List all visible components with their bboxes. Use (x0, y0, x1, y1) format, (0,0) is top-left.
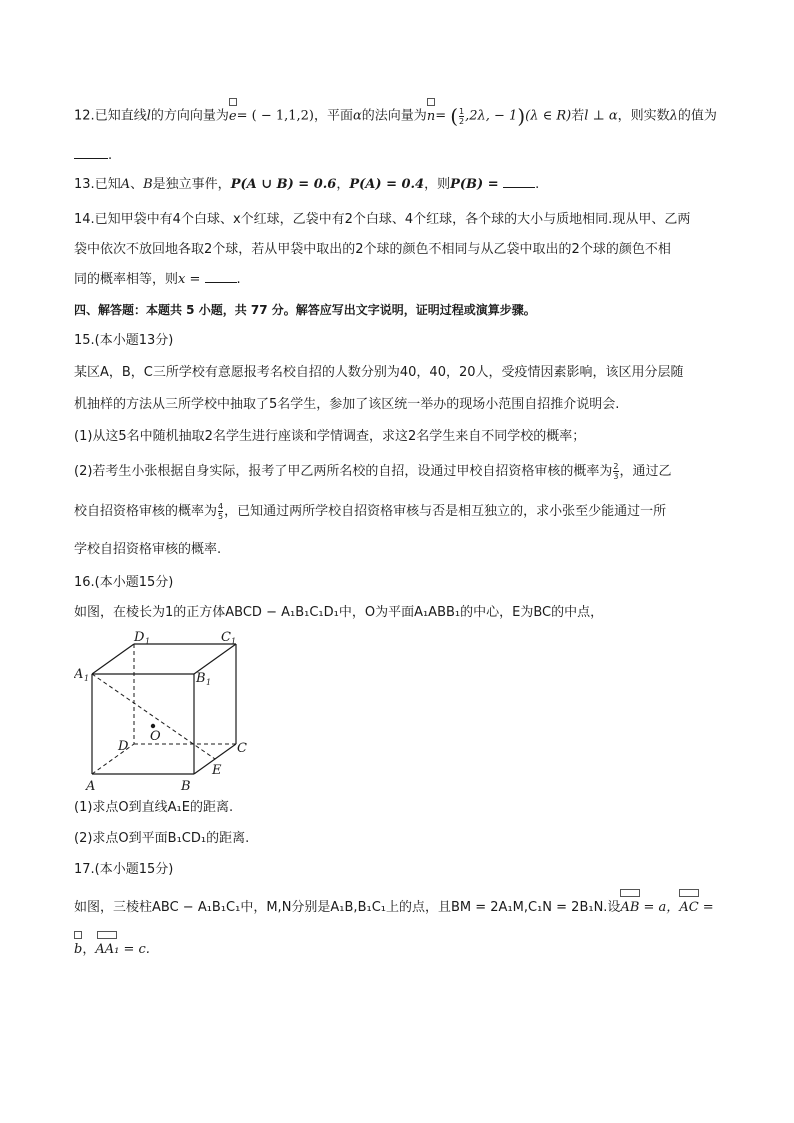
q17-line2: b，AA₁ = c. (74, 940, 754, 960)
label-D: D (118, 739, 129, 754)
label-A1: A (74, 667, 84, 682)
label-E: E (212, 763, 222, 778)
label-D1: D (134, 630, 145, 645)
answer-blank (74, 146, 108, 159)
q14-line2: 袋中依次不放回地各取2个球，若从甲袋中取出的2个球的颜色不相同与从乙袋中取出的2个球的颜色不相 (74, 242, 671, 257)
section-heading: 四、解答题：本题共 5 小题，共 77 分。解答应写出文字说明，证明过程或演算步骤。 (74, 303, 536, 317)
q15-sub2-line3: 学校自招资格审核的概率. (74, 542, 222, 557)
fraction-two-thirds: $\frac{2}{3}$ (613, 462, 619, 481)
q12-line1: 12.已知直线l的方向向量为e= ( − 1,1,2)，平面α的法向量为n= ( $\frac{1}{2}$ ,2λ, − 1)(λ ∈ R)若l ⊥ α，则实数λ的值为 (74, 104, 717, 128)
q16-sub1: (1)求点O到直线A₁E的距离. (74, 800, 234, 815)
q15-para1: 某区A，B，C三所学校有意愿报考名校自招的人数分别为40，40，20人，受疫情因素影响，该区用分层随 (74, 365, 684, 380)
label-C1: C (221, 630, 231, 645)
q16-sub2: (2)求点O到平面B₁CD₁的距离. (74, 831, 250, 846)
svg-text:1: 1 (231, 637, 237, 646)
q15-sub2-line2: 校自招资格审核的概率为 $\frac{4}{5}$ ，已知通过两所学校自招资格审核与否是相互独立的，求小张至少能通过一所 (74, 502, 667, 521)
svg-text:1: 1 (206, 678, 212, 687)
q15-para2: 机抽样的方法从三所学校中抽取了5名学生，参加了该区统一举办的现场小范围自招推介说明会. (74, 397, 620, 412)
q13-line: 13.已知A、B是独立事件，P(A ∪ B) = 0.6，P(A) = 0.4，则P(B) = . (74, 177, 540, 192)
label-B1: B (196, 671, 206, 686)
fraction-four-fifths: $\frac{4}{5}$ (218, 502, 224, 521)
label-A: A (86, 779, 96, 794)
q15-heading: 15.(本小题13分) (74, 333, 174, 348)
label-C: C (237, 741, 247, 756)
q17-heading: 17.(本小题15分) (74, 862, 174, 877)
q14-line1: 14.已知甲袋中有4个白球、x个红球，乙袋中有2个白球、4个红球，各个球的大小与质地相同.现从甲、乙两 (74, 212, 691, 227)
svg-text:1: 1 (145, 637, 151, 646)
fraction-one-half: $\frac{1}{2}$ (459, 106, 465, 126)
cube-diagram (74, 630, 264, 800)
answer-blank (503, 175, 535, 188)
q16-heading: 16.(本小题15分) (74, 575, 174, 590)
q17-line1: 如图，三棱柱ABC − A₁B₁C₁中，M,N分别是A₁B,B₁C₁上的点，且BM = 2A₁M,C₁N = 2B₁N.设AB = a，AC = (74, 898, 754, 918)
label-B: B (181, 779, 191, 794)
q16-para: 如图，在棱长为1的正方体ABCD − A₁B₁C₁D₁中，O为平面A₁ABB₁的中心，E为BC的中点， (74, 605, 604, 620)
answer-blank (205, 270, 237, 283)
q15-sub1: (1)从这5名中随机抽取2名学生进行座谈和学情调查，求这2名学生来自不同学校的概率； (74, 429, 586, 444)
svg-text:1: 1 (84, 674, 90, 683)
q14-line3: 同的概率相等，则x = . (74, 272, 241, 287)
label-O: O (150, 729, 161, 744)
q12-line2: . (74, 146, 754, 166)
q15-sub2-line1: (2)若考生小张根据自身实际，报考了甲乙两所名校的自招，设通过甲校自招资格审核的概率为 $\frac{2}{3}$ ，通过乙 (74, 462, 672, 481)
